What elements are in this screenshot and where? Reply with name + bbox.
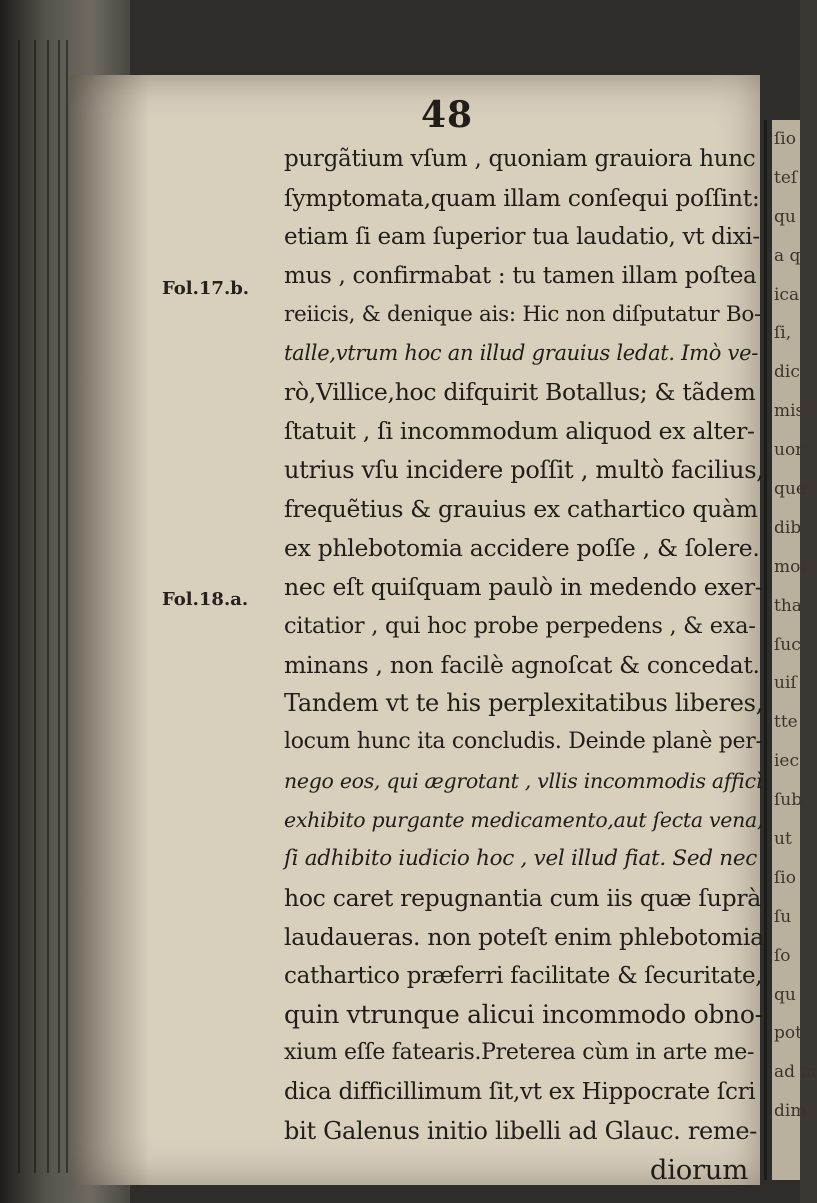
facing-page-fragment: ſio <box>774 129 796 149</box>
facing-page-fragment: qu <box>774 206 796 227</box>
text-line: bit Galenus initio libelli ad Glauc. reme- <box>284 1117 758 1146</box>
facing-page-fragment: a q <box>774 245 801 266</box>
text-line: ſi adhibito iudicio hoc , vel illud fiat. Sed nec <box>284 846 757 872</box>
text-line: Tandem vt te his perplexitatibus liberes, <box>284 689 764 718</box>
text-line: etiam ſi eam ſuperior tua laudatio, vt dixi- <box>284 223 760 250</box>
text-line: exhibito purgante medicamento,aut ſecta vena, <box>284 808 764 833</box>
facing-page-fragment: tha <box>774 595 802 616</box>
text-line: mus , confirmabat : tu tamen illam poſtea <box>284 262 757 289</box>
facing-page-fragment: ſo <box>774 945 791 966</box>
facing-page-strip <box>772 120 817 1180</box>
text-line: laudaueras. non poteſt enim phlebotomia <box>284 922 764 951</box>
facing-page-fragment: moi <box>774 556 806 577</box>
facing-page-fragment: tte <box>774 712 798 733</box>
facing-page-fragment: dib <box>774 517 802 538</box>
facing-page-fragment: dim <box>774 1101 807 1122</box>
text-line: nec eſt quiſquam paulò in medendo exer- <box>284 572 763 601</box>
text-line: ſymptomata,quam illam conſequi poſſint: <box>284 183 760 212</box>
facing-page-fragment: uiſ <box>774 673 797 694</box>
facing-page-fragment: teſ <box>774 167 798 188</box>
text-line: diorum <box>649 1154 748 1187</box>
text-line: nego eos, qui ægrotant , vllis incommodis afficì <box>284 769 763 794</box>
facing-page-fragment: uor <box>774 440 804 461</box>
text-line: citatior , qui hoc probe perpedens , & exa- <box>284 612 756 639</box>
text-line: xium eſſe fatearis.Preterea cùm in arte me- <box>284 1040 755 1066</box>
facing-page-fragment: ſub <box>774 790 803 811</box>
facing-page-fragment: que <box>774 479 806 500</box>
facing-page-fragment: qu <box>774 984 796 1005</box>
text-line: utrius vſu incidere poſſit , multò facilius, <box>284 456 764 485</box>
facing-page-fragment: ſi, <box>774 323 792 344</box>
text-line: talle,vtrum hoc an illud grauius ledat. Imò ve- <box>284 341 758 366</box>
facing-page-fragment: ad m <box>774 1062 817 1083</box>
text-line: rò,Villice,hoc difquirit Botallus; & tãdem <box>284 378 756 407</box>
text-line: purgãtium vſum , quoniam grauiora hunc <box>284 146 756 172</box>
facing-page-fragment: ſu <box>774 906 792 927</box>
text-line: cathartico præferri facilitate & ſecuritate, <box>284 962 763 989</box>
text-line: hoc caret repugnantia cum iis quæ ſuprà <box>284 883 761 912</box>
margin-note-fol-18a: Fol.18.a. <box>162 589 249 610</box>
text-line: frequẽtius & grauius ex cathartico quàm <box>284 495 758 524</box>
facing-page-fragment: ſio <box>774 867 796 888</box>
text-line: minans , non facilè agnoſcat & concedat. <box>284 650 760 679</box>
gutter-line <box>764 120 767 1180</box>
facing-page-fragment: ut <box>774 829 792 850</box>
text-line: ex phlebotomia accidere poſſe , & ſolere. <box>284 533 760 562</box>
text-line: quin vtrunque alicui incommodo obno- <box>284 999 763 1029</box>
facing-page-fragment: ica <box>774 284 800 305</box>
text-block <box>284 140 764 1190</box>
text-line: reiicis, & denique ais: Hic non diſputatur Bo- <box>284 301 761 327</box>
margin-note-fol-17b: Fol.17.b. <box>162 278 250 299</box>
facing-page-fragment: pot <box>774 1023 802 1044</box>
text-line: locum hunc ita concludis. Deinde planè per- <box>284 729 763 755</box>
text-line: dica difficillimum ſit,vt ex Hippocrate ſcri <box>284 1079 756 1106</box>
text-line: ſtatuit , ſi incommodum aliquod ex alter- <box>284 417 755 446</box>
facing-page-fragment: iec <box>774 751 800 772</box>
facing-page-fragment: ſuc <box>774 634 801 655</box>
facing-page-fragment: dic <box>774 362 800 383</box>
facing-page-fragment: mis <box>774 401 805 422</box>
page-number: 48 <box>421 94 474 136</box>
